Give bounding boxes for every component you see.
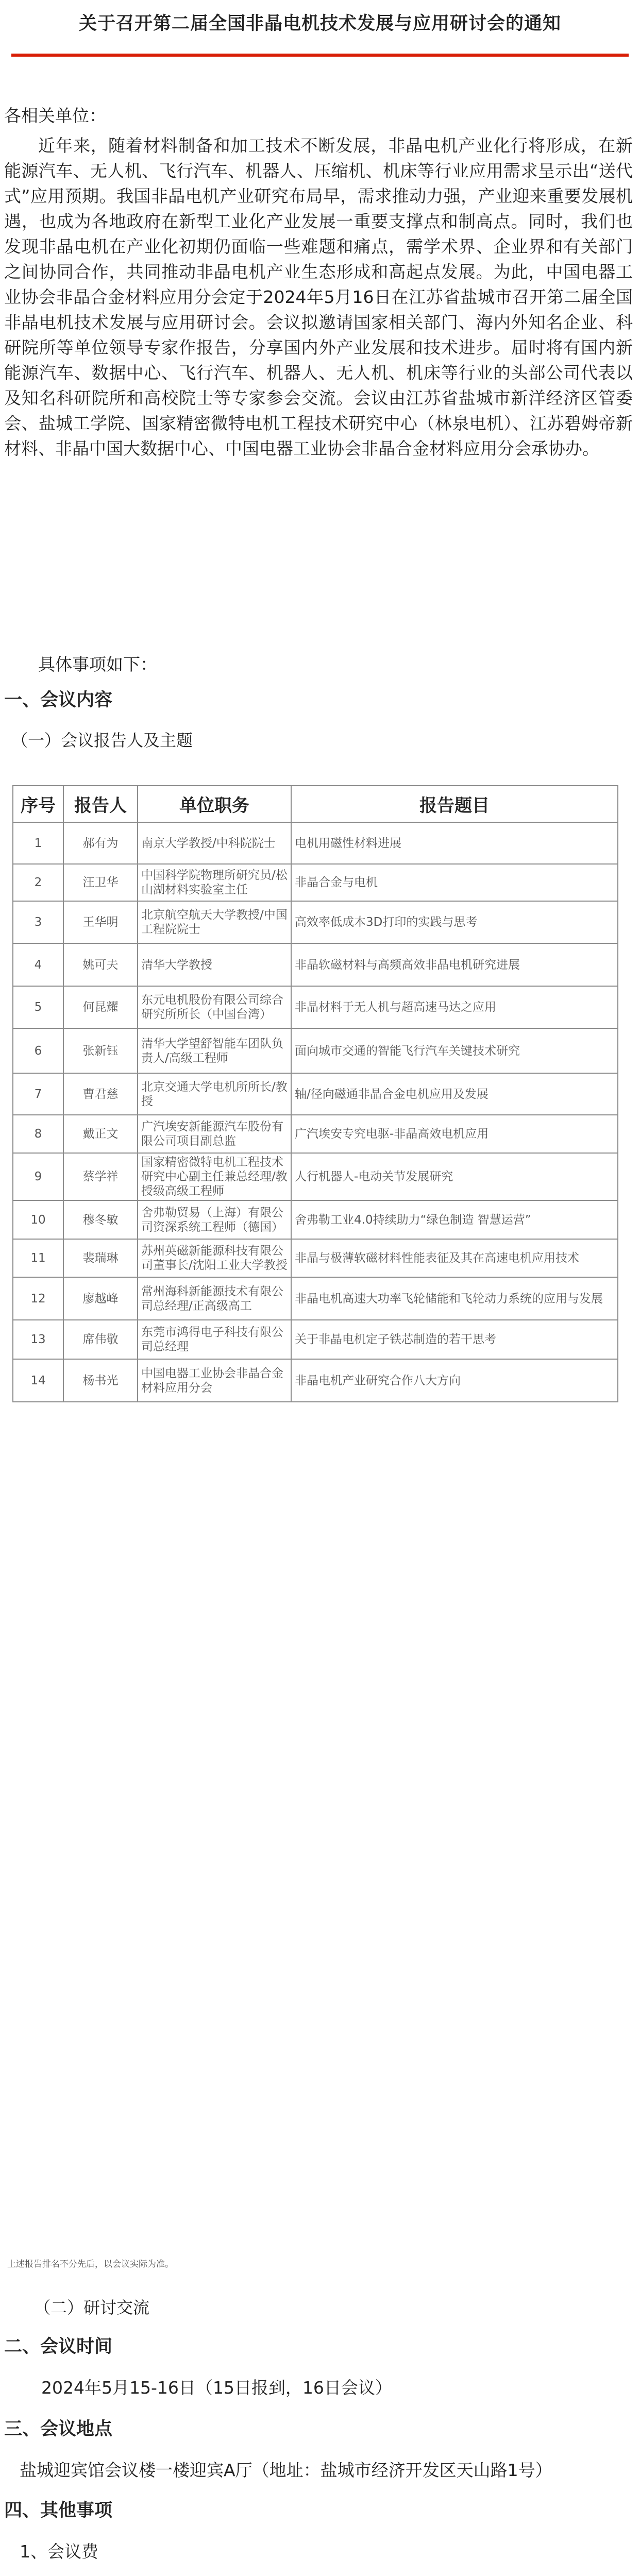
row-number: 6 xyxy=(13,1028,63,1073)
row-number: 4 xyxy=(13,943,63,986)
subsection-speakers: （一）会议报告人及主题 xyxy=(11,731,193,750)
title-divider xyxy=(11,54,629,57)
meeting-venue: 盐城迎宾馆会议楼一楼迎宾A厅（地址：盐城市经济开发区天山路1号） xyxy=(20,2460,552,2480)
fee-title: 1、会议费 xyxy=(20,2541,98,2562)
row-topic: 轴/径向磁通非晶合金电机应用及发展 xyxy=(291,1073,618,1115)
meeting-time: 2024年5月15-16日（15日报到，16日会议） xyxy=(41,2378,392,2398)
row-topic: 非晶材料于无人机与超高速马达之应用 xyxy=(291,986,618,1028)
row-topic: 人行机器人-电动关节发展研究 xyxy=(291,1153,618,1200)
row-number: 2 xyxy=(13,864,63,901)
row-unit: 南京大学教授/中科院院士 xyxy=(138,822,291,864)
table-row xyxy=(13,1239,618,1277)
table-row xyxy=(13,1200,618,1239)
row-unit: 北京航空航天大学教授/中国工程院院士 xyxy=(138,901,291,943)
row-speaker: 王华明 xyxy=(63,901,138,943)
section-heading-venue: 三、会议地点 xyxy=(4,2419,113,2439)
row-speaker: 郝有为 xyxy=(63,822,138,864)
intro-paragraph: 近年来，随着材料制备和加工技术不断发展，非晶电机产业化行将形成，在新能源汽车、无人机、飞行汽车、机器人、压缩机、机床等行业应用需求呈示出“送代式”应用预期。我国非晶电机产业研究布局早，需求推动力强，产业迎来重要发展机遇，也成为各地政府在新型工业化产业发展一重要支撑点和制高点。同时，我们也发现非晶电机在产业化初期仍面临一些难题和痛点，需学术界、企业界和有关部门之间协同合作，共同推动非晶电机产业生态形成和高起点发展。为此，中国电器工业协会非晶合金材料应用分会定于2024年5月16日在江苏省盐城市召开第二届全国非晶电机技术发展与应用研讨会。会议拟邀请国家相关部门、海内外知名企业、科研院所等单位领导专家作报告，分享国内外产业发展和技术进步。届时将有国内新能源汽车、数据中心、飞行汽车、机器人、无人机、机床等行业的头部公司代表以及知名科研院所和高校院士等专家参会交流。会议由江苏省盐城市新洋经济区管委会、盐城工学院、国家精密微特电机工程技术研究中心（林泉电机）、江苏碧姆帝新材料、非晶中国大数据中心、中国电器工业协会非晶合金材料应用分会承协办。 xyxy=(4,135,633,459)
header-unit: 单位职务 xyxy=(138,786,291,822)
row-number: 1 xyxy=(13,822,63,864)
row-topic: 非晶软磁材料与高频高效非晶电机研究进展 xyxy=(291,943,618,986)
row-topic: 非晶与极薄软磁材料性能表征及其在高速电机应用技术 xyxy=(291,1239,618,1277)
section-heading-other: 四、其他事项 xyxy=(4,2500,113,2521)
row-unit: 舍弗勒贸易（上海）有限公司资深系统工程师（德国） xyxy=(138,1200,291,1239)
row-speaker: 廖越峰 xyxy=(63,1277,138,1320)
row-unit: 广汽埃安新能源汽车股份有限公司项目副总监 xyxy=(138,1115,291,1153)
row-topic: 面向城市交通的智能飞行汽车关键技术研究 xyxy=(291,1028,618,1073)
speakers-table xyxy=(12,785,618,1402)
row-number: 12 xyxy=(13,1277,63,1320)
table-row xyxy=(13,1320,618,1359)
row-unit: 东莞市鸿得电子科技有限公司总经理 xyxy=(138,1320,291,1359)
row-unit: 清华大学望舒智能车团队负责人/高级工程师 xyxy=(138,1028,291,1073)
table-row xyxy=(13,822,618,864)
table-note: 上述报告排名不分先后，以会议实际为准。 xyxy=(7,2259,174,2269)
row-number: 9 xyxy=(13,1153,63,1200)
row-speaker: 蔡学祥 xyxy=(63,1153,138,1200)
table-row xyxy=(13,1153,618,1200)
table-row xyxy=(13,1359,618,1402)
row-speaker: 席伟敬 xyxy=(63,1320,138,1359)
row-number: 7 xyxy=(13,1073,63,1115)
row-speaker: 戴正文 xyxy=(63,1115,138,1153)
table-row xyxy=(13,943,618,986)
row-number: 5 xyxy=(13,986,63,1028)
row-speaker: 穆冬敏 xyxy=(63,1200,138,1239)
row-unit: 苏州英磁新能源科技有限公司董事长/沈阳工业大学教授 xyxy=(138,1239,291,1277)
details-intro: 具体事项如下： xyxy=(38,654,157,674)
table-row xyxy=(13,901,618,943)
header-no: 序号 xyxy=(13,786,63,822)
row-topic: 非晶合金与电机 xyxy=(291,864,618,901)
subsection-discussion: （二）研讨交流 xyxy=(34,2298,150,2317)
row-unit: 中国科学院物理所研究员/松山湖材料实验室主任 xyxy=(138,864,291,901)
row-number: 8 xyxy=(13,1115,63,1153)
row-speaker: 张新钰 xyxy=(63,1028,138,1073)
row-unit: 常州海科新能源技术有限公司总经理/正高级高工 xyxy=(138,1277,291,1320)
section-heading-content: 一、会议内容 xyxy=(4,690,113,710)
row-speaker: 裴瑞琳 xyxy=(63,1239,138,1277)
row-topic: 广汽埃安专究电驱-非晶高效电机应用 xyxy=(291,1115,618,1153)
row-topic: 非晶电机高速大功率飞轮储能和飞轮动力系统的应用与发展 xyxy=(291,1277,618,1320)
row-number: 14 xyxy=(13,1359,63,1402)
table-row xyxy=(13,1277,618,1320)
table-header-row xyxy=(13,786,618,822)
row-unit: 国家精密微特电机工程技术研究中心副主任兼总经理/教授级高级工程师 xyxy=(138,1153,291,1200)
row-speaker: 杨书光 xyxy=(63,1359,138,1402)
table-row xyxy=(13,1028,618,1073)
row-unit: 东元电机股份有限公司综合研究所所长（中国台湾） xyxy=(138,986,291,1028)
row-number: 10 xyxy=(13,1200,63,1239)
row-unit: 清华大学教授 xyxy=(138,943,291,986)
row-speaker: 曹君慈 xyxy=(63,1073,138,1115)
row-speaker: 姚可夫 xyxy=(63,943,138,986)
row-topic: 舍弗勒工业4.0持续助力“绿色制造 智慧运营” xyxy=(291,1200,618,1239)
row-unit: 中国电器工业协会非晶合金材料应用分会 xyxy=(138,1359,291,1402)
table-row xyxy=(13,1115,618,1153)
row-speaker: 汪卫华 xyxy=(63,864,138,901)
row-topic: 非晶电机产业研究合作八大方向 xyxy=(291,1359,618,1402)
row-number: 13 xyxy=(13,1320,63,1359)
table-row xyxy=(13,1073,618,1115)
table-row xyxy=(13,986,618,1028)
table-row xyxy=(13,864,618,901)
header-topic: 报告题目 xyxy=(291,786,618,822)
section-heading-time: 二、会议时间 xyxy=(4,2336,113,2357)
row-speaker: 何昆耀 xyxy=(63,986,138,1028)
row-unit: 北京交通大学电机所所长/教授 xyxy=(138,1073,291,1115)
row-topic: 高效率低成本3D打印的实践与思考 xyxy=(291,901,618,943)
row-topic: 关于非晶电机定子铁芯制造的若干思考 xyxy=(291,1320,618,1359)
row-topic: 电机用磁性材料进展 xyxy=(291,822,618,864)
header-speaker: 报告人 xyxy=(63,786,138,822)
salutation: 各相关单位： xyxy=(4,106,106,126)
row-number: 11 xyxy=(13,1239,63,1277)
row-number: 3 xyxy=(13,901,63,943)
notice-title: 关于召开第二届全国非晶电机技术发展与应用研讨会的通知 xyxy=(78,13,561,34)
